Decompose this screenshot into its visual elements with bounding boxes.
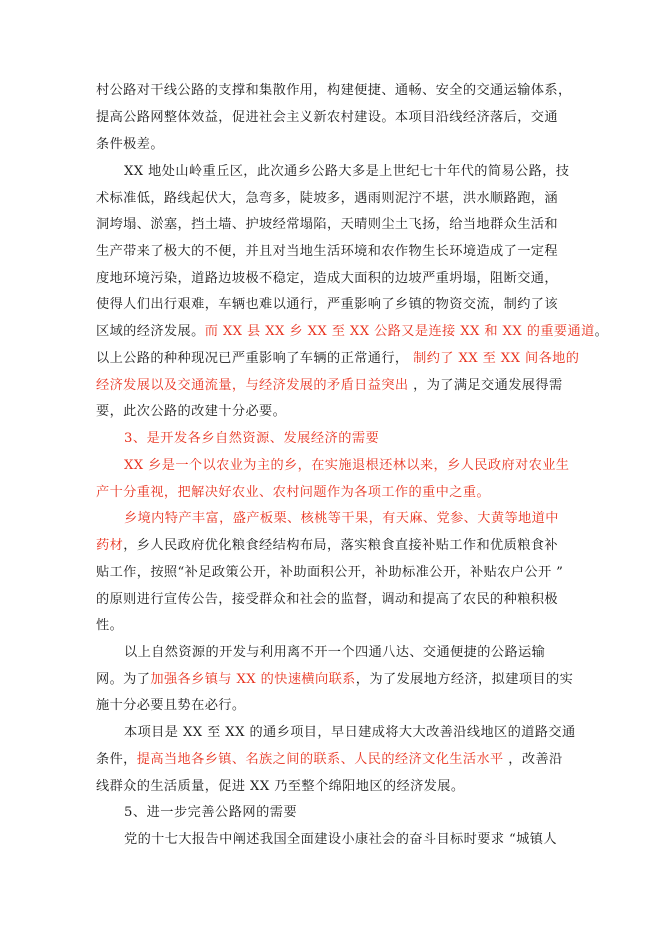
text-segment: XX 地处山岭重丘区，此次通乡公路大多是上世纪七十年代的简易公路，技: [124, 164, 570, 179]
text-line-10: [96, 323, 608, 341]
text-segment: 度地环境污染，道路边坡极不稳定，造成大面积的边坡严重坍塌，阻断交通，: [96, 271, 558, 286]
text-line-12: [96, 377, 563, 395]
text-segment: 网。为了: [96, 672, 151, 687]
highlight-segment: 药材: [96, 538, 124, 553]
text-line-6: [96, 216, 558, 234]
highlight-segment: 乡境内特产丰富，盛产板栗、核桃等干果，有天麻、党参、大黄等地道中: [124, 511, 559, 526]
text-segment: 区域的经济发展。: [96, 324, 205, 339]
text-line-26: [96, 751, 563, 769]
highlight-segment: 加强各乡镇与 XX 的快速横向联系: [150, 672, 356, 687]
highlight-segment: XX 乡是一个以农业为主的乡，在实施退根还林以来，乡人民政府对农业生: [124, 458, 570, 473]
text-line-21: [96, 617, 123, 635]
highlight-segment: 经济发展以及交通流量，与经济发展的矛盾日益突出: [96, 378, 409, 393]
text-segment: 线群众的生活质量，促进 XX 乃至整个绵阳地区的经济发展。: [96, 779, 465, 794]
text-segment: 以上自然资源的开发与利用离不开一个四通八达、交通便捷的公路运输: [124, 645, 546, 660]
text-segment: 本项目是 XX 至 XX 的通乡项目，早日建成将大大改善沿线地区的道路交通: [124, 725, 576, 740]
text-line-3: [96, 136, 164, 154]
text-segment: 术标准低，路线起伏大，急弯多，陡坡多，遇雨则泥泞不堪，洪水顺路跑，涵: [96, 191, 558, 206]
highlight-segment: 制约了 XX 至 XX 间各地的: [413, 351, 580, 366]
text-line-15: [124, 457, 569, 475]
text-line-20: [96, 591, 558, 609]
text-segment: 施十分必要且势在必行。: [96, 698, 246, 713]
text-line-2: [96, 109, 558, 127]
text-segment: 使得人们出行艰难，车辆也难以通行，严重影响了乡镇的物资交流，制约了该: [96, 297, 558, 312]
highlight-segment: 产十分重视，把解决好农业、农村问题作为各项工作的重中之重。: [96, 485, 491, 500]
text-segment: 的原则进行宣传公告，接受群众和社会的监督，调动和提高了农民的种粮积极: [96, 592, 558, 607]
text-segment: 洞垮塌、淤塞，挡土墙、护坡经常塌陷，天晴则尘土飞扬，给当地群众生活和: [96, 217, 558, 232]
text-line-17: [124, 510, 559, 528]
text-line-9: [96, 296, 558, 314]
text-line-27: [96, 778, 464, 796]
section-heading-3: [124, 430, 379, 448]
text-segment: 党的十七大报告中阐述我国全面建设小康社会的奋斗目标时要求 “城镇人: [124, 832, 557, 847]
highlight-segment: 提高当地各乡镇、名族之间的联系、人民的经济文化生活水平: [136, 752, 504, 767]
text-segment: ，改善沿: [503, 752, 563, 767]
text-line-23: [96, 671, 573, 689]
heading-text: 3、是开发各乡自然资源、发展经济的需要: [124, 431, 380, 446]
heading-text: 5、进一步完善公路网的需要: [124, 805, 298, 820]
text-segment: 要，此次公路的改建十分必要。: [96, 404, 287, 419]
text-line-8: [96, 270, 558, 288]
text-line-25: [124, 724, 576, 742]
text-segment: 生产带来了极大的不便，并且对当地生活环境和农作物生长环境造成了一定程: [96, 244, 558, 259]
text-line-11: [96, 350, 579, 368]
text-segment: 提高公路网整体效益，促进社会主义新农村建设。本项目沿线经济落后，交通: [96, 110, 558, 125]
text-segment: ，为了发展地方经济，拟建项目的实: [355, 672, 574, 687]
text-segment: ，为了满足交通发展得需: [408, 378, 563, 393]
text-segment: 贴工作，按照“补足政策公开，补助面积公开，补助标准公开，补贴农户公开 ”: [96, 565, 564, 580]
text-line-24: [96, 697, 245, 715]
text-segment: 村公路对干线公路的支撑和集散作用，构建便捷、通畅、安全的交通运输体系，: [96, 83, 572, 98]
text-segment: 条件，: [96, 752, 137, 767]
section-heading-5: [124, 804, 297, 822]
text-line-29: [124, 831, 557, 849]
text-segment: 性。: [96, 618, 124, 633]
text-line-16: [96, 484, 490, 502]
text-segment: ，乡人民政府优化粮食经结构布局，落实粮食直接补贴工作和优质粮食补: [123, 538, 558, 553]
text-line-5: [96, 190, 558, 208]
text-segment: 条件极差。: [96, 137, 164, 152]
text-line-7: [96, 243, 558, 261]
highlight-segment: 而 XX 县 XX 乡 XX 至 XX 公路又是连接 XX 和 XX 的重要通道: [204, 324, 595, 339]
text-segment: 。: [594, 324, 609, 339]
text-segment: 以上公路的种种现况已严重影响了车辆的正常通行，: [96, 351, 414, 366]
text-line-1: [96, 82, 572, 100]
text-line-19: [96, 564, 563, 582]
text-line-18: [96, 537, 558, 555]
text-line-22: [124, 644, 545, 662]
text-line-4: [124, 163, 569, 181]
text-line-13: [96, 403, 286, 421]
